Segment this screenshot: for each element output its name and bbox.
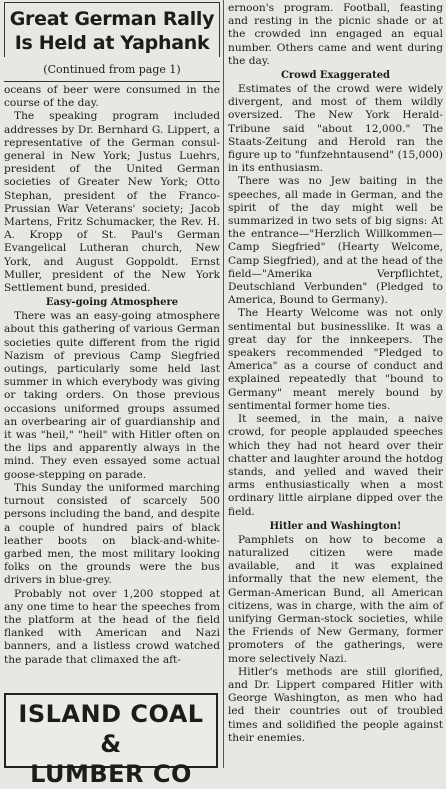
- article-paragraph: Hitler's methods are still glorified, and Dr. Lippert compared Hitler with George Washington, as men who had led their countries out of troubled times and solidified the people against their enemies.: [228, 665, 443, 744]
- subhead-easygoing: Easy-going Atmosphere: [45, 297, 179, 309]
- headline: [4, 2, 220, 57]
- article-paragraph: oceans of beer were consumed in the course of the day.: [4, 84, 220, 110]
- article-paragraph: The Hearty Welcome was not only sentimental but businesslike. It was a great day for the innkeepers. The speakers recommended "Pledged to America" as a course of conduct and explained repeatedly that "bound to Germany" meant merely bound by sentimental former home ties.: [228, 307, 443, 412]
- subhead-crowd: Crowd Exaggerated: [280, 70, 391, 82]
- continued-note: (Continued from page 1): [43, 63, 181, 76]
- section-rule: [4, 81, 220, 82]
- article-paragraph: The speaking program included addresses by Dr. Bernhard G. Lippert, a representative of the German consul-general in New York; Justus Luehrs, president of the United German societies of Greater New York; Otto Stephan, president of the Franco-Prussian War Veterans' society; Jacob Martens, Fritz Schumacker, the Rev. H. A. Kropp of St. Paul's German Evangelical Lutheran church, New York, and August Goppoldt. Ernst Muller, president of the New York Settlement bund, presided.: [4, 110, 220, 295]
- article-paragraph: ernoon's program. Football, feasting and resting in the picnic shade or at the crowded inn engaged an equal number. Others came and went during the day.: [228, 2, 443, 67]
- ad-line-2: LUMBER CO: [30, 760, 192, 788]
- headline-line-1: Great German Rally: [9, 8, 215, 30]
- ad-line-1: ISLAND COAL &: [18, 700, 204, 758]
- article-paragraph: Estimates of the crowd were widely divergent, and most of them wildly oversized. The New York Herald-Tribune said "about 12,000." The Staats-Zeitung and Herold ran the figure up to "funfzehntausend" (15,000) in its enthusiasm.: [228, 83, 443, 175]
- advertisement-box: [4, 693, 218, 788]
- article-paragraph: There was no Jew baiting in the speeches, all made in German, and the spirit of the day might well be summarized in two sets of big signs: At the entrance—"Herzlich Willkommen—Camp Siegfried" (Hearty Welcome, Camp Siegfried), and at the head of the field—"Amerika Verpflichtet, Deutschland Verbunden" (Pledged to America, Bound to Germany).: [228, 175, 443, 307]
- article-paragraph: Probably not over 1,200 stopped at any one time to hear the speeches from the platform at the head of the field flanked with American and Nazi banners, and a listless crowd watched the parade that climaxed the aft-: [4, 587, 220, 666]
- subhead-hitler: Hitler and Washington!: [269, 520, 402, 532]
- headline-line-2: Is Held at Yaphank: [14, 32, 210, 54]
- article-paragraph: There was an easy-going atmosphere about this gathering of various German societies quite different from the rigid Nazism of previous Camp Siegfried outings, particularly some held last summer in which everybody was giving or taking orders. On those previous occasions uniformed groups assumed an overbearing air of guardianship and it was "heil," "heil" with Hitler often on the lips and apparently always in the mind. They even essayed some actual goose-stepping on parade.: [4, 310, 220, 481]
- article-paragraph: This Sunday the uniformed marching turnout consisted of scarcely 500 persons including the band, and despite a couple of hundred pairs of black leather boots on black-and-white-garbed men, the most military looking folks on the grounds were the bus drivers in blue-grey.: [4, 481, 220, 587]
- left-column: [4, 2, 220, 788]
- article-paragraph: It seemed, in the main, a naive crowd, for people applauded speeches which they had not heard over their chatter and laughter around the hotdog stands, and yelled and waved their arms enthusiastically when a most ordinary little airplane dipped over the field.: [228, 413, 443, 518]
- column-divider: [223, 0, 224, 768]
- right-column: [228, 2, 443, 768]
- article-paragraph: Pamphlets on how to become a naturalized citizen were made available, and it was explained informally that the new element, the German-American Bund, all American citizens, was in charge, with the aim of unifying German-stock societies, while the Friends of New Germany, former promoters of the gatherings, were more selectively Nazi.: [228, 533, 443, 665]
